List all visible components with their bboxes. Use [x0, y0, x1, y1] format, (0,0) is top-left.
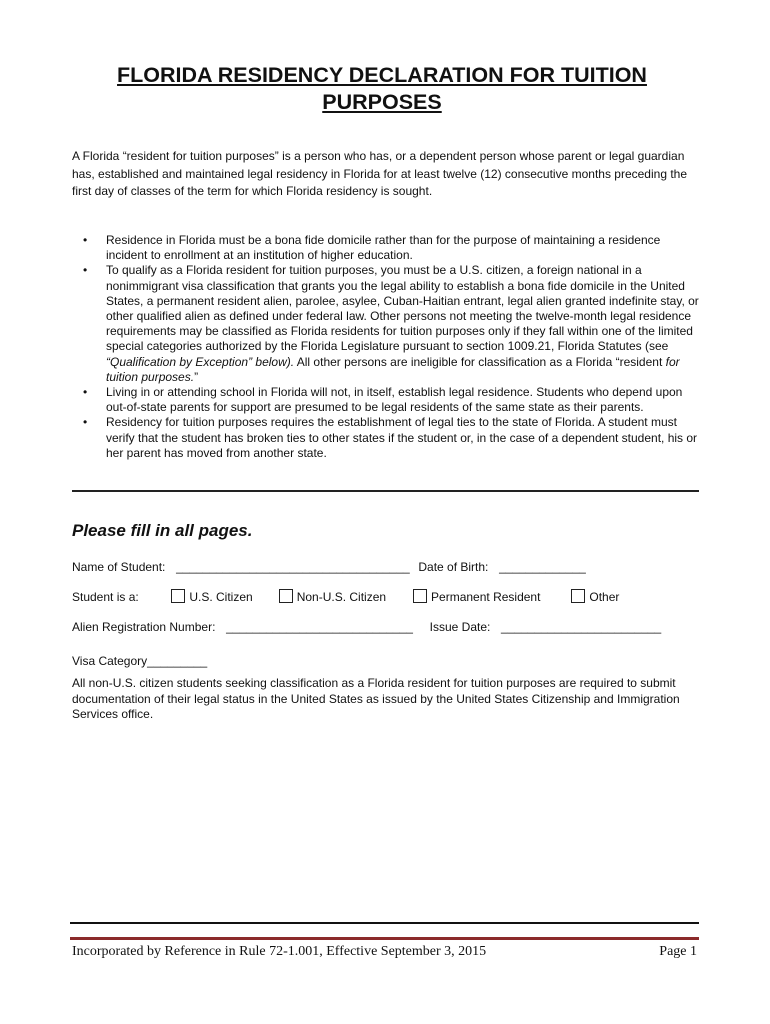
checkbox-icon[interactable] — [279, 589, 293, 603]
documentation-notice: All non-U.S. citizen students seeking classification as a Florida resident for tuition purposes are required to submit documentation of their legal status in the United States as issued by the United States Citizenship and Immigration Services office. — [72, 676, 680, 721]
list-item — [72, 415, 702, 461]
visa-category-field[interactable]: _________ — [147, 654, 208, 668]
form-heading: Please fill in all pages. — [72, 521, 253, 540]
checkbox-icon[interactable] — [571, 589, 585, 603]
student-is-label: Student is a: — [72, 590, 139, 604]
us-citizen-option[interactable] — [171, 589, 275, 604]
list-item — [72, 233, 702, 263]
other-option[interactable] — [571, 589, 619, 604]
document-title: FLORIDA RESIDENCY DECLARATION FOR TUITION PURPOSES — [117, 63, 647, 114]
alien-registration-label: Alien Registration Number: — [72, 620, 216, 634]
footer-reference: Incorporated by Reference in Rule 72-1.001, Effective September 3, 2015 — [72, 944, 487, 959]
visa-category-row — [72, 654, 207, 668]
footer-accent-divider — [70, 937, 699, 940]
list-item — [72, 385, 702, 415]
student-status-row — [72, 589, 619, 604]
section-divider — [72, 490, 699, 492]
visa-category-label: Visa Category — [72, 654, 148, 668]
intro-paragraph: A Florida “resident for tuition purposes” is a person who has, or a dependent person whose parent or legal guardian has, established and maintained legal residency in Florida for at least twelve (12) consecutive months preceding the first day of classes of the term for which Florida residency is sought. — [72, 149, 688, 198]
non-us-citizen-option[interactable] — [279, 589, 410, 604]
alien-registration-field[interactable]: ____________________________ — [226, 620, 413, 634]
requirements-list — [72, 233, 702, 461]
page-number: Page 1 — [659, 944, 697, 959]
option-label: Other — [589, 590, 620, 604]
bullet-icon: • — [83, 233, 88, 247]
dob-field[interactable]: _____________ — [499, 560, 586, 574]
issue-date-field[interactable]: ________________________ — [501, 620, 662, 634]
list-item-italic-text: “Qualification by Exception” below). — [106, 354, 295, 369]
list-item-text: Residence in Florida must be a bona fide domicile rather than for the purpose of maintaining a residence incident to enrollment at an institution of higher education. — [106, 233, 661, 263]
bullet-icon: • — [83, 385, 88, 400]
option-label: Non-U.S. Citizen — [296, 590, 387, 604]
name-label: Name of Student: — [72, 560, 166, 574]
bullet-icon: • — [83, 415, 88, 430]
list-item-italic-text: for tuition purposes. — [106, 354, 680, 384]
name-dob-row — [72, 560, 586, 574]
list-item — [72, 263, 702, 385]
bullet-icon: • — [83, 263, 88, 278]
list-item-text: To qualify as a Florida resident for tuition purposes, you must be a U.S. citizen, a foreign national in a nonimmigrant visa classification that grants you the legal ability to establish a bona fide domicile in the United States, a permanent resident alien, parolee, asylee, Cuban-Haitian entrant, legal alien granted indefinite stay, or other qualified alien as defined under federal law. Other persons not meeting the twelve-month legal residence requirements may be classified as Florida residents for tuition purposes only if they fall within one of the limited special categories authorized by the Florida Legislature pursuant to section 1009.21, Florida Statutes (see — [106, 263, 699, 354]
option-label: U.S. Citizen — [189, 590, 253, 604]
list-item-text: ” — [194, 369, 199, 384]
dob-label: Date of Birth: — [418, 560, 489, 574]
issue-date-label: Issue Date: — [429, 620, 491, 634]
list-item-text: Residency for tuition purposes requires the establishment of legal ties to the state of Florida. A student must verify that the student has broken ties to other states if the student or, in the case of a dependent student, his or her parent has moved from another state. — [106, 415, 698, 460]
checkbox-icon[interactable] — [413, 589, 427, 603]
alien-registration-row — [72, 620, 661, 634]
permanent-resident-option[interactable] — [413, 589, 568, 604]
footer-divider — [70, 922, 699, 924]
name-field[interactable]: ___________________________________ — [176, 560, 410, 574]
list-item-text: All other persons are ineligible for classification as a Florida “resident — [294, 354, 666, 369]
list-item-text: Living in or attending school in Florida will not, in itself, establish legal residence. Students who depend upon out-of-state parents for support are presumed to be legal residents of the same state as their parents. — [106, 385, 683, 415]
checkbox-icon[interactable] — [171, 589, 185, 603]
option-label: Permanent Resident — [431, 590, 541, 604]
